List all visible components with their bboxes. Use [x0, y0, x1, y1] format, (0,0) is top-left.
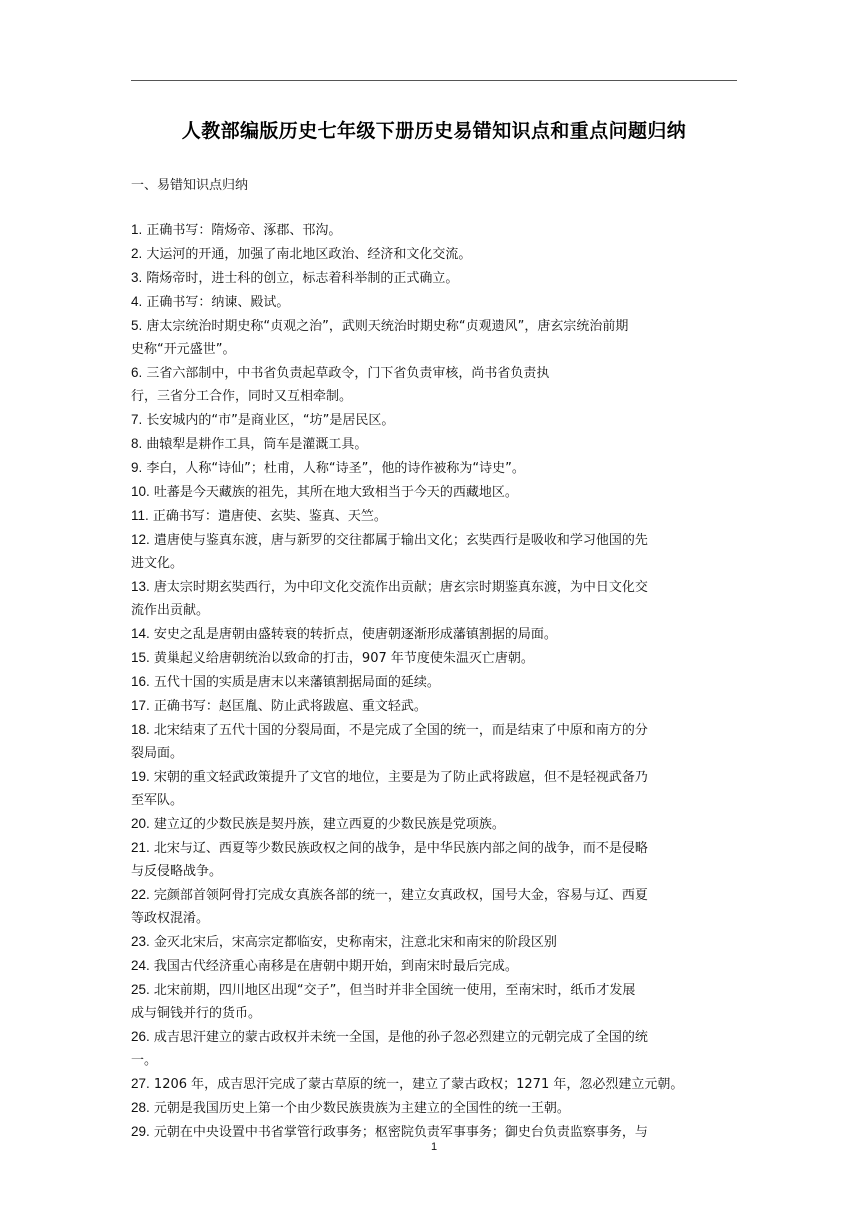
item-text: 黄巢起义给唐朝统治以致命的打击，907 年节度使朱温灭亡唐朝。	[153, 651, 534, 666]
item-number: 22.	[131, 887, 150, 902]
item-text: 完颜部首领阿骨打完成女真族各部的统一，建立女真政权，国号大金，容易与辽、西夏	[153, 888, 648, 903]
item-text: 北宋前期，四川地区出现“交子”，但当时并非全国统一使用，至南宋时，纸币才发展	[153, 983, 636, 998]
item-number: 19.	[131, 769, 150, 784]
item-number: 20.	[131, 816, 150, 831]
item-text: 三省六部制中，中书省负责起草政令，门下省负责审核，尚书省负责执	[146, 366, 550, 381]
list-item	[131, 480, 741, 504]
item-text: 曲辕犁是耕作工具，筒车是灌溉工具。	[146, 437, 368, 452]
item-text: 正确书写：赵匡胤、防止武将跋扈、重文轻武。	[153, 699, 427, 714]
item-text: 正确书写：遣唐使、玄奘、鉴真、天竺。	[152, 509, 387, 524]
section-heading: 一、易错知识点归纳	[131, 178, 249, 193]
list-item	[131, 622, 741, 646]
item-number: 5.	[131, 318, 143, 333]
item-text: 裂局面。	[131, 746, 184, 761]
list-item	[131, 290, 741, 314]
list-item	[131, 954, 741, 978]
item-text: 行，三省分工合作，同时又互相牵制。	[131, 389, 353, 404]
list-item	[131, 218, 741, 242]
list-item	[131, 528, 741, 552]
item-text: 长安城内的“市”是商业区，“坊”是居民区。	[146, 413, 395, 428]
list-item	[131, 432, 741, 456]
item-number: 9.	[131, 460, 143, 475]
list-item	[131, 456, 741, 480]
item-number: 3.	[131, 270, 143, 285]
item-number: 17.	[131, 698, 150, 713]
knowledge-list	[131, 218, 741, 1144]
item-text: 唐太宗统治时期史称“贞观之治”，武则天统治时期史称“贞观遗风”，唐玄宗统治前期	[146, 319, 629, 334]
list-item	[131, 408, 741, 432]
item-text: 我国古代经济重心南移是在唐朝中期开始，到南宋时最后完成。	[153, 959, 518, 974]
item-text: 史称“开元盛世”。	[131, 342, 236, 357]
list-item	[131, 907, 741, 930]
item-text: 隋炀帝时，进士科的创立，标志着科举制的正式确立。	[146, 271, 459, 286]
list-item	[131, 860, 741, 883]
item-text: 元朝在中央设置中书省掌管行政事务；枢密院负责军事事务；御史台负责监察事务，与	[153, 1125, 648, 1140]
item-number: 23.	[131, 934, 150, 949]
list-item	[131, 765, 741, 789]
header-rule	[131, 80, 737, 81]
item-number: 28.	[131, 1100, 150, 1115]
list-item	[131, 883, 741, 907]
item-number: 29.	[131, 1124, 150, 1139]
list-item	[131, 314, 741, 338]
item-text: 进文化。	[131, 556, 184, 571]
item-number: 16.	[131, 674, 150, 689]
list-item	[131, 1096, 741, 1120]
list-item	[131, 504, 741, 528]
item-number: 18.	[131, 722, 150, 737]
item-number: 11.	[131, 508, 149, 523]
item-text: 五代十国的实质是唐末以来藩镇割据局面的延续。	[153, 675, 440, 690]
item-text: 安史之乱是唐朝由盛转衰的转折点，使唐朝逐渐形成藩镇割据的局面。	[153, 627, 557, 642]
item-text: 与反侵略战争。	[131, 864, 223, 879]
list-item	[131, 338, 741, 361]
item-number: 27.	[131, 1076, 150, 1091]
document-title: 人教部编版历史七年级下册历史易错知识点和重点问题归纳	[181, 120, 687, 142]
item-number: 24.	[131, 958, 150, 973]
item-number: 10.	[131, 484, 150, 499]
list-item	[131, 552, 741, 575]
item-number: 13.	[131, 579, 150, 594]
item-number: 15.	[131, 650, 150, 665]
item-text: 北宋结束了五代十国的分裂局面，不是完成了全国的统一，而是结束了中原和南方的分	[153, 723, 648, 738]
item-text: 成吉思汗建立的蒙古政权并未统一全国，是他的孙子忽必烈建立的元朝完成了全国的统	[153, 1030, 648, 1045]
item-text: 成与铜钱并行的货币。	[131, 1006, 262, 1021]
item-text: 宋朝的重文轻武政策提升了文官的地位，主要是为了防止武将跋扈，但不是轻视武备乃	[153, 770, 648, 785]
list-item	[131, 930, 741, 954]
list-item	[131, 836, 741, 860]
list-item	[131, 978, 741, 1002]
list-item	[131, 599, 741, 622]
item-text: 正确书写：纳谏、殿试。	[146, 295, 290, 310]
list-item	[131, 575, 741, 599]
item-text: 正确书写：隋炀帝、涿郡、邗沟。	[146, 223, 342, 238]
item-text: 吐蕃是今天藏族的祖先，其所在地大致相当于今天的西藏地区。	[153, 485, 518, 500]
item-number: 25.	[131, 982, 150, 997]
item-text: 遣唐使与鉴真东渡，唐与新罗的交往都属于输出文化；玄奘西行是吸收和学习他国的先	[153, 533, 648, 548]
item-text: 元朝是我国历史上第一个由少数民族贵族为主建立的全国性的统一王朝。	[153, 1101, 570, 1116]
item-text: 李白，人称“诗仙”；杜甫，人称“诗圣”，他的诗作被称为“诗史”。	[146, 461, 525, 476]
list-item	[131, 1072, 741, 1096]
item-number: 1.	[131, 222, 143, 237]
item-number: 21.	[131, 840, 150, 855]
item-text: 一。	[131, 1053, 158, 1068]
list-item	[131, 718, 741, 742]
item-text: 1206 年，成吉思汗完成了蒙古草原的统一，建立了蒙古政权；1271 年，忽必烈建立元朝。	[153, 1077, 684, 1092]
item-number: 12.	[131, 532, 150, 547]
item-number: 8.	[131, 436, 143, 451]
list-item	[131, 385, 741, 408]
item-number: 14.	[131, 626, 150, 641]
item-number: 6.	[131, 365, 143, 380]
item-text: 等政权混淆。	[131, 911, 210, 926]
list-item	[131, 1002, 741, 1025]
item-text: 流作出贡献。	[131, 603, 210, 618]
item-number: 7.	[131, 412, 143, 427]
list-item	[131, 1049, 741, 1072]
item-text: 大运河的开通，加强了南北地区政治、经济和文化交流。	[146, 247, 472, 262]
item-text: 至军队。	[131, 793, 184, 808]
list-item	[131, 694, 741, 718]
list-item	[131, 646, 741, 670]
item-text: 建立辽的少数民族是契丹族，建立西夏的少数民族是党项族。	[153, 817, 505, 832]
item-number: 2.	[131, 246, 143, 261]
item-text: 金灭北宋后，宋高宗定都临安，史称南宋，注意北宋和南宋的阶段区别	[153, 935, 557, 950]
page-number: 1	[430, 1141, 438, 1153]
item-text: 唐太宗时期玄奘西行，为中印文化交流作出贡献；唐玄宗时期鉴真东渡，为中日文化交	[153, 580, 648, 595]
item-number: 4.	[131, 294, 143, 309]
item-text: 北宋与辽、西夏等少数民族政权之间的战争，是中华民族内部之间的战争，而不是侵略	[153, 841, 648, 856]
item-number: 26.	[131, 1029, 150, 1044]
list-item	[131, 670, 741, 694]
list-item	[131, 789, 741, 812]
list-item	[131, 1025, 741, 1049]
list-item	[131, 266, 741, 290]
list-item	[131, 742, 741, 765]
list-item	[131, 361, 741, 385]
list-item	[131, 242, 741, 266]
list-item	[131, 812, 741, 836]
